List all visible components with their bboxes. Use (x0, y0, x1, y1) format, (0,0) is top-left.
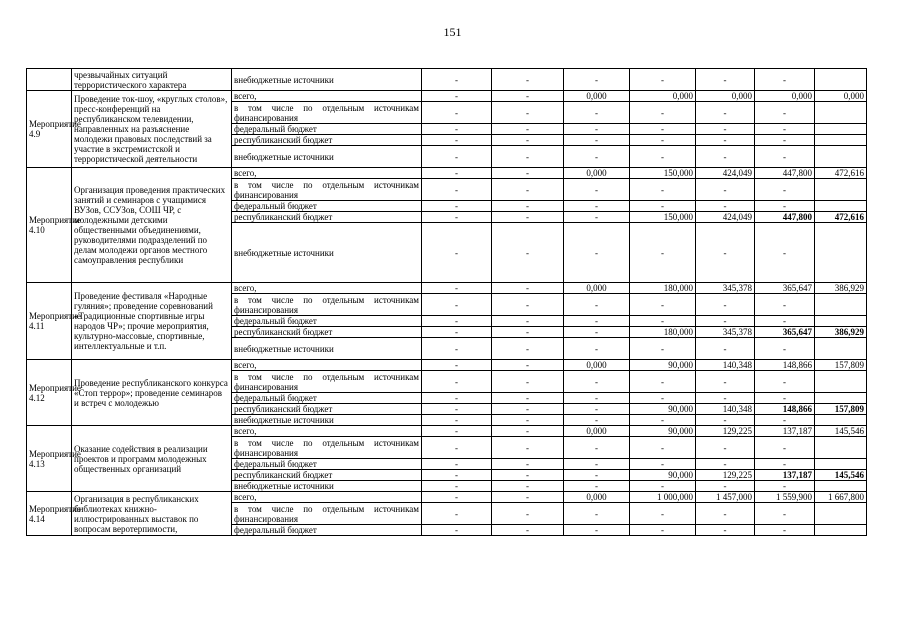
value-cell: - (492, 459, 564, 470)
value-cell: 148,866 (755, 404, 815, 415)
value-cell: 140,348 (696, 360, 755, 371)
value-cell: - (422, 168, 492, 179)
value-cell: - (630, 146, 696, 168)
value-cell: - (755, 179, 815, 201)
value-cell: 140,348 (696, 404, 755, 415)
value-cell: - (492, 135, 564, 146)
value-cell: - (492, 102, 564, 124)
funding-source: всего, (232, 283, 422, 294)
value-cell: - (492, 327, 564, 338)
value-cell: - (630, 525, 696, 536)
activity-description: Организация в республиканских библиотеках книжно-иллюстрированных выставок по вопросам веротерпимости, (72, 492, 232, 536)
funding-source: в том числе по отдельным источникам финансирования (232, 437, 422, 459)
value-cell (815, 316, 867, 327)
value-cell: - (696, 223, 755, 283)
value-cell: - (492, 415, 564, 426)
value-cell: - (492, 179, 564, 201)
value-cell: - (564, 146, 630, 168)
value-cell: - (630, 223, 696, 283)
value-cell: - (564, 459, 630, 470)
funding-source: в том числе по отдельным источникам финансирования (232, 179, 422, 201)
value-cell: - (630, 102, 696, 124)
activity-code: Мероприятие 4.12 (27, 360, 72, 426)
funding-source: всего, (232, 426, 422, 437)
value-cell (815, 102, 867, 124)
value-cell: - (755, 415, 815, 426)
value-cell: - (630, 503, 696, 525)
value-cell: - (696, 201, 755, 212)
value-cell: - (564, 338, 630, 360)
value-cell: 0,000 (755, 91, 815, 102)
value-cell: 424,049 (696, 168, 755, 179)
value-cell: - (492, 146, 564, 168)
value-cell: - (422, 459, 492, 470)
value-cell: 157,809 (815, 360, 867, 371)
value-cell: - (492, 393, 564, 404)
value-cell: 0,000 (630, 91, 696, 102)
value-cell (815, 146, 867, 168)
value-cell (815, 437, 867, 459)
value-cell: - (755, 525, 815, 536)
value-cell: - (422, 212, 492, 223)
value-cell: - (755, 102, 815, 124)
value-cell: 0,000 (564, 91, 630, 102)
value-cell: - (696, 102, 755, 124)
value-cell: - (422, 294, 492, 316)
value-cell: - (755, 437, 815, 459)
value-cell: 1 559,900 (755, 492, 815, 503)
value-cell: - (422, 393, 492, 404)
table-row (27, 492, 867, 503)
value-cell: - (422, 179, 492, 201)
value-cell: - (696, 146, 755, 168)
value-cell: - (696, 371, 755, 393)
value-cell: 365,647 (755, 283, 815, 294)
value-cell: 386,929 (815, 327, 867, 338)
value-cell: - (630, 316, 696, 327)
activity-code (27, 69, 72, 91)
value-cell: - (564, 124, 630, 135)
value-cell: - (630, 179, 696, 201)
value-cell: - (630, 69, 696, 91)
value-cell: - (630, 437, 696, 459)
activity-description: Оказание содействия в реализации проектов и программ молодежных общественных организаций (72, 426, 232, 492)
activity-code: Мероприятие 4.10 (27, 168, 72, 283)
value-cell: 365,647 (755, 327, 815, 338)
value-cell: - (755, 135, 815, 146)
value-cell: 0,000 (564, 492, 630, 503)
budget-table (26, 68, 867, 536)
value-cell: 472,616 (815, 212, 867, 223)
value-cell: - (422, 525, 492, 536)
value-cell: - (564, 371, 630, 393)
activity-code: Мероприятие 4.14 (27, 492, 72, 536)
value-cell: - (422, 371, 492, 393)
value-cell: - (564, 404, 630, 415)
value-cell: 150,000 (630, 212, 696, 223)
funding-source: республиканский бюджет (232, 212, 422, 223)
value-cell: - (564, 135, 630, 146)
value-cell: - (755, 459, 815, 470)
value-cell: 447,800 (755, 212, 815, 223)
value-cell: - (630, 393, 696, 404)
activity-description: Организация проведения практических занятий и семинаров с учащимися ВУЗов, ССУЗов, СОШ ЧР, с молодежными детскими общественными объединениями, руководителями подразделений по делам молодежи органов местного самоуправления республики (72, 168, 232, 283)
value-cell: - (492, 212, 564, 223)
value-cell: - (422, 283, 492, 294)
value-cell: - (564, 316, 630, 327)
value-cell: 145,546 (815, 470, 867, 481)
value-cell: 1 667,800 (815, 492, 867, 503)
value-cell: - (696, 437, 755, 459)
value-cell: - (630, 338, 696, 360)
value-cell: - (755, 393, 815, 404)
table-row (27, 168, 867, 179)
funding-source: в том числе по отдельным источникам финансирования (232, 294, 422, 316)
value-cell: - (422, 338, 492, 360)
value-cell: 0,000 (564, 168, 630, 179)
value-cell: - (755, 294, 815, 316)
value-cell: 0,000 (564, 360, 630, 371)
value-cell: - (630, 124, 696, 135)
value-cell: 0,000 (564, 426, 630, 437)
value-cell: - (696, 525, 755, 536)
value-cell (815, 69, 867, 91)
funding-source: республиканский бюджет (232, 327, 422, 338)
value-cell (815, 201, 867, 212)
value-cell (815, 135, 867, 146)
value-cell: - (564, 102, 630, 124)
value-cell: 1 457,000 (696, 492, 755, 503)
funding-source: всего, (232, 91, 422, 102)
funding-source: внебюджетные источники (232, 338, 422, 360)
activity-code: Мероприятие 4.13 (27, 426, 72, 492)
value-cell: 1 000,000 (630, 492, 696, 503)
value-cell: - (422, 360, 492, 371)
value-cell: - (755, 223, 815, 283)
value-cell: - (696, 316, 755, 327)
value-cell: - (564, 179, 630, 201)
funding-source: внебюджетные источники (232, 223, 422, 283)
value-cell: - (696, 179, 755, 201)
value-cell: - (696, 393, 755, 404)
value-cell: - (755, 338, 815, 360)
value-cell: - (696, 124, 755, 135)
value-cell: 0,000 (815, 91, 867, 102)
value-cell: 345,378 (696, 283, 755, 294)
value-cell: - (492, 404, 564, 415)
value-cell: - (630, 459, 696, 470)
value-cell: - (492, 525, 564, 536)
value-cell: - (564, 415, 630, 426)
value-cell: - (630, 294, 696, 316)
value-cell: 148,866 (755, 360, 815, 371)
value-cell: - (564, 393, 630, 404)
funding-source: внебюджетные источники (232, 481, 422, 492)
value-cell: 424,049 (696, 212, 755, 223)
value-cell: - (492, 470, 564, 481)
funding-source: всего, (232, 168, 422, 179)
value-cell: - (492, 223, 564, 283)
value-cell: - (492, 338, 564, 360)
value-cell (815, 459, 867, 470)
value-cell: 447,800 (755, 168, 815, 179)
value-cell: - (755, 124, 815, 135)
value-cell: - (492, 91, 564, 102)
activity-code: Мероприятие 4.11 (27, 283, 72, 360)
value-cell: - (564, 525, 630, 536)
value-cell: - (492, 283, 564, 294)
value-cell: - (755, 481, 815, 492)
value-cell: - (422, 404, 492, 415)
table-row (27, 69, 867, 91)
value-cell (815, 223, 867, 283)
value-cell: - (564, 327, 630, 338)
value-cell: - (492, 168, 564, 179)
value-cell: - (422, 223, 492, 283)
value-cell: - (492, 124, 564, 135)
table-row (27, 283, 867, 294)
value-cell: - (492, 437, 564, 459)
value-cell: 90,000 (630, 426, 696, 437)
value-cell: - (422, 201, 492, 212)
funding-source: в том числе по отдельным источникам финансирования (232, 371, 422, 393)
value-cell: 129,225 (696, 470, 755, 481)
value-cell: 145,546 (815, 426, 867, 437)
value-cell: 129,225 (696, 426, 755, 437)
value-cell: - (564, 69, 630, 91)
value-cell: - (492, 201, 564, 212)
value-cell: - (696, 503, 755, 525)
value-cell: - (564, 223, 630, 283)
value-cell: 90,000 (630, 404, 696, 415)
funding-source: федеральный бюджет (232, 201, 422, 212)
activity-description: Проведение республиканского конкурса «Стоп террор»; проведение семинаров и встреч с молодежью (72, 360, 232, 426)
value-cell: - (492, 69, 564, 91)
activity-code: Мероприятие 4.9 (27, 91, 72, 168)
value-cell (815, 294, 867, 316)
value-cell: - (422, 437, 492, 459)
value-cell: - (422, 503, 492, 525)
value-cell: - (492, 316, 564, 327)
funding-source: республиканский бюджет (232, 404, 422, 415)
value-cell: - (492, 360, 564, 371)
value-cell (815, 124, 867, 135)
value-cell: 137,187 (755, 426, 815, 437)
value-cell: - (696, 69, 755, 91)
value-cell: - (492, 503, 564, 525)
value-cell: - (422, 124, 492, 135)
value-cell (815, 179, 867, 201)
value-cell: - (696, 135, 755, 146)
value-cell: 180,000 (630, 283, 696, 294)
value-cell (815, 525, 867, 536)
value-cell: 150,000 (630, 168, 696, 179)
value-cell: - (630, 371, 696, 393)
value-cell: - (564, 437, 630, 459)
value-cell: 90,000 (630, 470, 696, 481)
value-cell: - (564, 201, 630, 212)
table-row (27, 360, 867, 371)
funding-source: внебюджетные источники (232, 146, 422, 168)
value-cell: - (696, 415, 755, 426)
table-row (27, 91, 867, 102)
funding-source: федеральный бюджет (232, 124, 422, 135)
value-cell: 0,000 (564, 283, 630, 294)
value-cell: - (696, 294, 755, 316)
value-cell (815, 415, 867, 426)
value-cell: - (755, 201, 815, 212)
funding-source: всего, (232, 492, 422, 503)
value-cell (815, 503, 867, 525)
value-cell: - (492, 481, 564, 492)
value-cell: 345,378 (696, 327, 755, 338)
funding-source: всего, (232, 360, 422, 371)
value-cell: - (422, 327, 492, 338)
value-cell: 472,616 (815, 168, 867, 179)
funding-source: республиканский бюджет (232, 135, 422, 146)
value-cell: - (422, 135, 492, 146)
value-cell: - (696, 459, 755, 470)
value-cell: - (564, 294, 630, 316)
funding-source: внебюджетные источники (232, 415, 422, 426)
value-cell: - (755, 503, 815, 525)
value-cell: - (492, 426, 564, 437)
value-cell: - (564, 212, 630, 223)
value-cell: - (755, 316, 815, 327)
value-cell: 90,000 (630, 360, 696, 371)
funding-source: республиканский бюджет (232, 470, 422, 481)
value-cell: - (755, 69, 815, 91)
value-cell: - (564, 470, 630, 481)
funding-source: внебюджетные источники (232, 69, 422, 91)
value-cell: 0,000 (696, 91, 755, 102)
value-cell (815, 393, 867, 404)
value-cell: - (755, 371, 815, 393)
value-cell: - (422, 415, 492, 426)
value-cell: - (696, 338, 755, 360)
page-number: 151 (443, 25, 462, 39)
table-row (27, 426, 867, 437)
value-cell: - (422, 146, 492, 168)
value-cell: - (422, 316, 492, 327)
value-cell: 137,187 (755, 470, 815, 481)
value-cell: - (422, 426, 492, 437)
activity-description: чрезвычайных ситуаций террористического характера (72, 69, 232, 91)
value-cell: - (492, 371, 564, 393)
funding-source: в том числе по отдельным источникам финансирования (232, 503, 422, 525)
value-cell: 180,000 (630, 327, 696, 338)
value-cell: - (630, 415, 696, 426)
value-cell: - (422, 69, 492, 91)
value-cell: - (564, 481, 630, 492)
value-cell: - (492, 294, 564, 316)
activity-description: Проведение ток-шоу, «круглых столов», пресс-конференций на республиканском телевидении, направленных на разъяснение молодежи правовых последствий за участие в экстремистской и террористической деятельности (72, 91, 232, 168)
funding-source: федеральный бюджет (232, 525, 422, 536)
value-cell: 157,809 (815, 404, 867, 415)
funding-source: в том числе по отдельным источникам финансирования (232, 102, 422, 124)
value-cell (815, 481, 867, 492)
funding-source: федеральный бюджет (232, 393, 422, 404)
value-cell (815, 338, 867, 360)
funding-source: федеральный бюджет (232, 316, 422, 327)
value-cell: - (492, 492, 564, 503)
value-cell: - (564, 503, 630, 525)
value-cell: - (422, 102, 492, 124)
value-cell: - (422, 470, 492, 481)
funding-source: федеральный бюджет (232, 459, 422, 470)
value-cell: - (630, 201, 696, 212)
activity-description: Проведение фестиваля «Народные гуляния»; проведение соревнований «Традиционные спортивные игры народов ЧР»; прочие мероприятия, культурно-массовые, спортивные, интеллектуальные и т.п. (72, 283, 232, 360)
value-cell: - (422, 492, 492, 503)
value-cell (815, 371, 867, 393)
value-cell: - (422, 481, 492, 492)
value-cell: 386,929 (815, 283, 867, 294)
value-cell: - (630, 135, 696, 146)
value-cell: - (696, 481, 755, 492)
value-cell: - (755, 146, 815, 168)
value-cell: - (630, 481, 696, 492)
value-cell: - (422, 91, 492, 102)
